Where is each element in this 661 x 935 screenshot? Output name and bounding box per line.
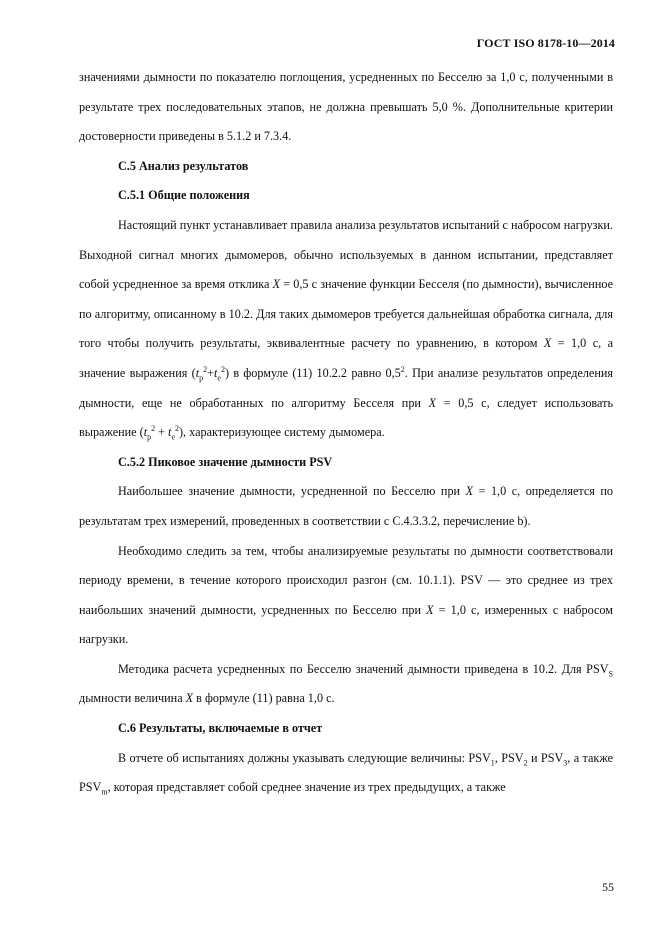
subscript: p [199, 373, 204, 383]
superscript: 2 [175, 424, 179, 434]
section-heading-c5: С.5 Анализ результатов [118, 158, 249, 173]
text-run: = 1,0 с, а значение выражения ( [79, 336, 613, 380]
variable-x: X [272, 277, 281, 292]
subscript: p [147, 432, 152, 442]
text-run: = 0,5 с, следует использовать выражение ( [79, 395, 613, 440]
subscript: e [171, 432, 175, 442]
variable-x: X [465, 484, 474, 499]
subscript: 1 [490, 758, 495, 768]
section-heading-c6: С.6 Результаты, включаемые в отчет [118, 721, 323, 736]
text-run: в формуле (11) равна 1,0 с. [193, 691, 335, 706]
variable-x: X [426, 602, 434, 617]
text-run: ), характеризующее систему дымомера. [179, 425, 385, 440]
text-run: Методика расчета усредненных по Бесселю значений дымности приведена в 10.2. Для PSV [118, 661, 609, 676]
subscript: S [608, 669, 613, 679]
superscript: 2 [400, 364, 405, 374]
superscript: 2 [151, 424, 156, 434]
text-run: = 0,5 с значение функции Бесселя (по дымности), вычисленное по алгоритму, описанному в 10.2. Для таких дымомеров требуется дальнейшая обработка сигнала, для того чтобы получить результаты, эквивалентные расчету по уравнению, в котором [79, 277, 613, 351]
superscript: 2 [220, 364, 225, 374]
paragraph-report-results [79, 744, 613, 803]
text-run: В отчете об испытаниях должны указывать следующие величины: PSV [118, 750, 491, 765]
variable-t: t [143, 425, 148, 440]
text-run: = 1,0 с, измеренных с набросом нагрузки. [79, 602, 613, 647]
text-run: Настоящий пункт устанавливает правила анализа результатов испытаний с набросом нагрузки. Выходной сигнал многих дымомеров, обычно используемых в данном испытании, представляет собой усредненное за время отклика [79, 217, 613, 292]
paragraph-general-provisions [79, 211, 613, 448]
text-run: , а также PSV [79, 750, 613, 795]
variable-x: X [543, 336, 552, 351]
text-run: и PSV [527, 750, 564, 765]
text-run: Необходимо следить за тем, чтобы анализируемые результаты по дымности соответствовали периоду времени, в течение которого происходил разгон (см. 10.1.1). PSV — это среднее из трех наибольших значений дымности, усредненных по Бесселю при [79, 543, 613, 617]
text-run: ) в формуле (11) 10.2.2 равно 0,5 [224, 365, 401, 380]
page-number: 55 [602, 880, 614, 894]
subscript: m [101, 787, 108, 797]
variable-t: t [213, 365, 218, 380]
subscript: 2 [523, 758, 528, 768]
text-run: , PSV [494, 750, 524, 765]
text-run: . При анализе результатов определения дымности, еще не обработанных по алгоритму Бесселя при [79, 365, 613, 410]
subscript: e [217, 373, 221, 383]
subscript: 3 [563, 758, 568, 768]
superscript: 2 [203, 364, 208, 374]
variable-x: X [185, 691, 194, 706]
variable-t: t [195, 365, 200, 380]
subsection-heading-c51: С.5.1 Общие положения [118, 188, 250, 203]
paragraph-calculation-method [79, 655, 613, 714]
text-run: + [207, 365, 214, 380]
text-run: = 1,0 с, определяется по результатам трех измерений, проведенных в соответствии с С.4.3.3.2, перечисление b). [79, 484, 613, 528]
paragraph-peak-value [79, 477, 613, 536]
variable-t: t [168, 425, 172, 440]
variable-x: X [428, 395, 437, 410]
text-run: , которая представляет собой среднее значение из трех предыдущих, а также [107, 780, 506, 795]
text-run: дымности величина [79, 691, 186, 706]
text-run: Наибольшее значение дымности, усредненной по Бесселю при [118, 484, 466, 499]
subsection-heading-c52: С.5.2 Пиковое значение дымности PSV [118, 454, 333, 469]
text-run: + [155, 425, 169, 440]
document-body [79, 63, 613, 803]
standard-header: ГОСТ ISO 8178-10—2014 [476, 36, 615, 50]
intro-paragraph: значениями дымности по показателю поглощения, усредненных по Бесселю за 1,0 с, полученными в результате трех последовательных этапов, не должна превышать 5,0 %. Дополнительные критерии достоверности приведены в 5.1.2 и 7.3.4. [79, 70, 613, 144]
paragraph-psv-definition [79, 537, 613, 655]
